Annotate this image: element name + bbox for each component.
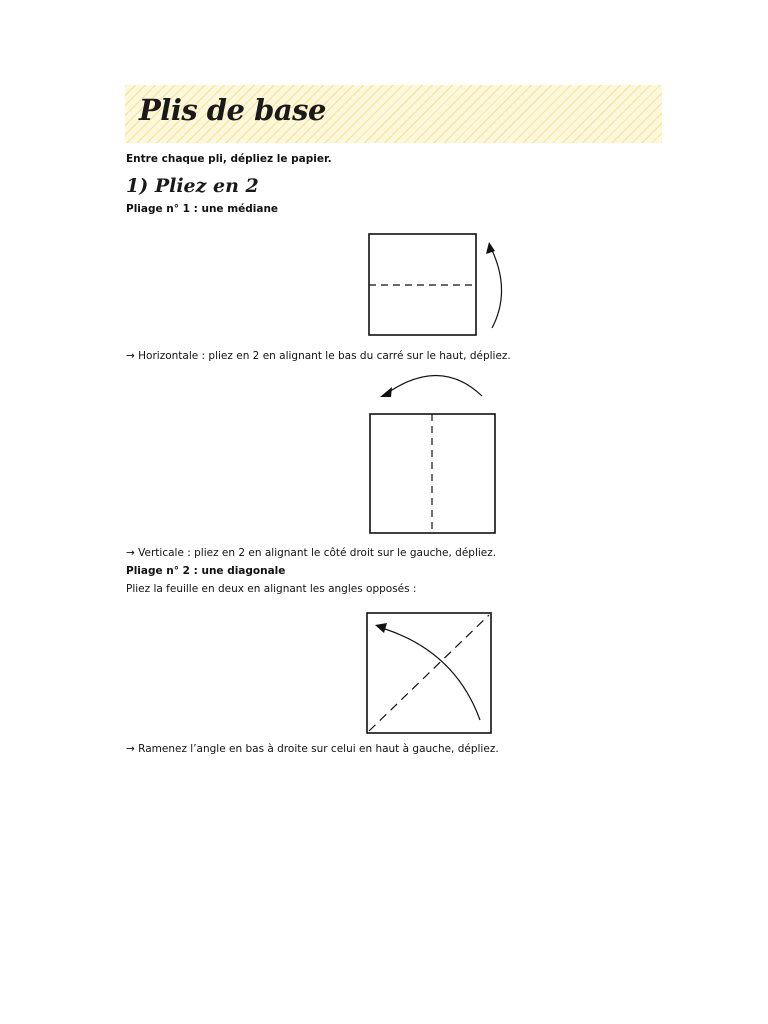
fold-arrow-curve (382, 628, 480, 720)
title-banner (125, 85, 662, 143)
fold-arrow-curve (490, 246, 502, 328)
arrow-head-icon (486, 242, 495, 254)
section-title: 1) Pliez en 2 (126, 175, 259, 197)
diagonal-caption: → Ramenez l’angle en bas à droite sur celui en haut à gauche, dépliez. (126, 743, 499, 755)
intro-text: Entre chaque pli, dépliez le papier. (126, 153, 332, 165)
diagonal-fold-diagram (360, 606, 500, 738)
fold-arrow-curve (386, 375, 482, 396)
horizontal-fold-diagram (360, 230, 510, 340)
arrow-head-icon (380, 387, 392, 397)
vertical-caption: → Verticale : pliez en 2 en alignant le côté droit sur le gauche, dépliez. (126, 547, 497, 559)
fold-line-diagonal (369, 615, 489, 731)
fold2-instruction: Pliez la feuille en deux en alignant les angles opposés : (126, 583, 417, 595)
vertical-fold-diagram (360, 372, 510, 537)
horizontal-caption: → Horizontale : pliez en 2 en alignant le bas du carré sur le haut, dépliez. (126, 350, 511, 362)
page-title: Plis de base (139, 93, 326, 127)
fold2-heading: Pliage n° 2 : une diagonale (126, 565, 286, 577)
fold1-heading: Pliage n° 1 : une médiane (126, 203, 279, 215)
arrow-head-icon (375, 623, 387, 633)
